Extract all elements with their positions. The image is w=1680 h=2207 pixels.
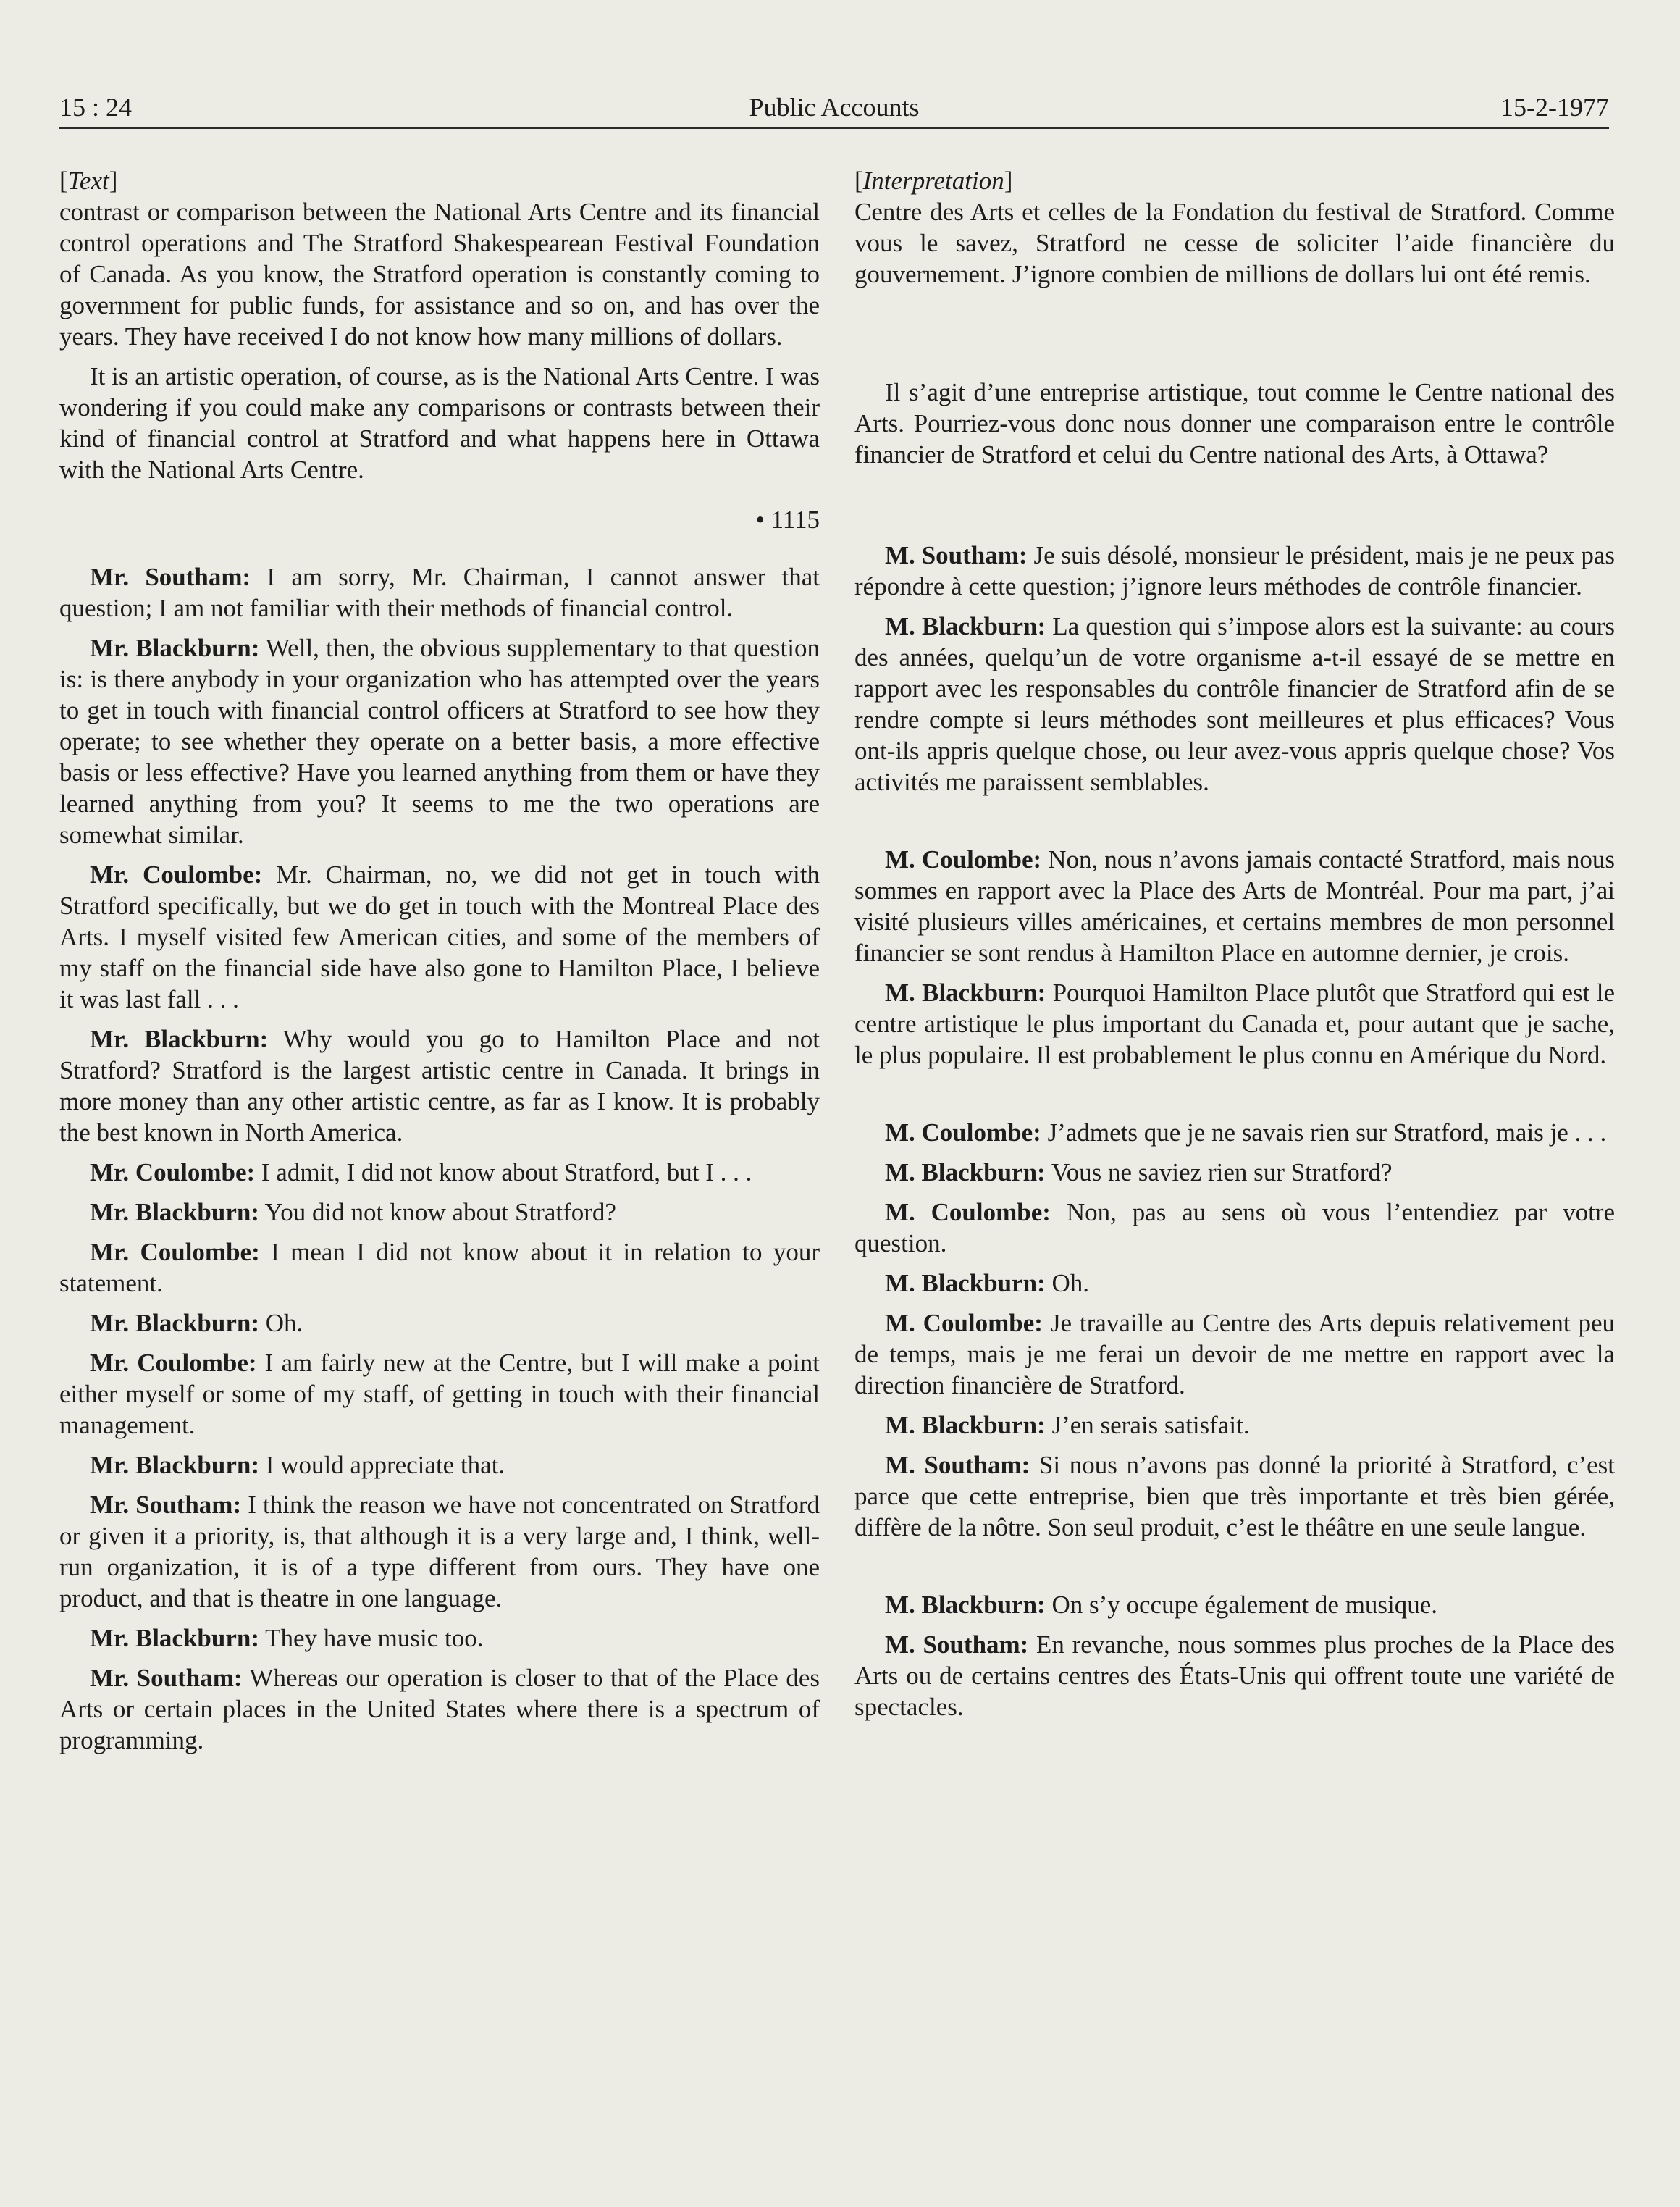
speech: Mr. Coulombe: I mean I did not know about it in relation to your statement. bbox=[59, 1238, 820, 1297]
speech: Mr. Blackburn: They have music too. bbox=[90, 1624, 484, 1652]
english-column bbox=[59, 165, 820, 1764]
speech: M. Coulombe: Je travaille au Centre des Arts depuis relativement peu de temps, mais je me ferai un devoir de me mettre en rapport avec la direction financière de Stratford. bbox=[854, 1309, 1616, 1399]
speaker-name: Mr. Blackburn: bbox=[90, 1309, 260, 1337]
speaker-name: M. Blackburn: bbox=[885, 1411, 1046, 1439]
speech: Mr. Southam: Whereas our operation is closer to that of the Place des Arts or certain places in the United States where there is a spectrum of programming. bbox=[59, 1664, 820, 1754]
speaker-name: M. Blackburn: bbox=[885, 1158, 1046, 1186]
speaker-name: M. Blackburn: bbox=[885, 612, 1046, 640]
speech: M. Coulombe: Non, nous n’avons jamais contacté Stratford, mais nous sommes en rapport avec la Place des Arts de Montréal. Pour ma part, j’ai visité plusieurs villes américaines, et certains membres de mon personnel financier se sont rendus à Hamilton Place en automne dernier, je crois. bbox=[854, 845, 1616, 967]
header-date: 15-2-1977 bbox=[1500, 93, 1609, 122]
speaker-name: M. Southam: bbox=[885, 1630, 1029, 1659]
speech: Mr. Southam: I think the reason we have not concentrated on Stratford or given it a priority, is, that although it is a very large and, I think, well-run organization, it is of a type different from ours. They have one product, and that is theatre in one language. bbox=[59, 1491, 820, 1612]
paragraph: Centre des Arts et celles de la Fondation du festival de Stratford. Comme vous le savez, Stratford ne cesse de soliciter l’aide financière du gouvernement. J’ignore combien de millions de dollars lui ont été remis. bbox=[854, 198, 1615, 288]
speech: M. Southam: En revanche, nous sommes plus proches de la Place des Arts ou de certains centres des États-Unis qui offrent toute une variété de spectacles. bbox=[854, 1630, 1615, 1721]
speaker-name: M. Blackburn: bbox=[885, 1269, 1046, 1297]
speaker-name: Mr. Southam: bbox=[90, 1664, 243, 1692]
text-tag: [Text] bbox=[59, 167, 118, 195]
speech: Mr. Coulombe: Mr. Chairman, no, we did not get in touch with Stratford specifically, but we do get in touch with the Montreal Place des Arts. I myself visited few American cities, and some of the members of my staff on the financial side have also gone to Hamilton Place, I believe it was last fall . . . bbox=[59, 860, 820, 1013]
interpretation-tag: [Interpretation] bbox=[854, 167, 1013, 195]
speech: M. Blackburn: La question qui s’impose alors est la suivante: au cours des années, quelqu’un de votre organisme a-t-il essayé de se mettre en rapport avec les responsables du contrôle financier de Stratford afin de se rendre compte si leurs méthodes sont meilleures et plus efficaces? Vous ont-ils appris quelque chose, ou leur avez-vous appris quelque chose? Vos activités me paraissent semblables. bbox=[854, 612, 1615, 796]
running-header bbox=[59, 87, 1609, 127]
speech: Mr. Blackburn: You did not know about Stratford? bbox=[90, 1198, 616, 1226]
speaker-name: Mr. Southam: bbox=[90, 563, 251, 591]
speech: M. Coulombe: J’admets que je ne savais rien sur Stratford, mais je . . . bbox=[885, 1118, 1607, 1147]
speech: M. Blackburn: Vous ne saviez rien sur Stratford? bbox=[885, 1158, 1393, 1186]
speech: M. Southam: Je suis désolé, monsieur le président, mais je ne peux pas répondre à cette question; j’ignore leurs méthodes de contrôle financier. bbox=[854, 541, 1615, 600]
speech: M. Blackburn: Oh. bbox=[885, 1269, 1089, 1297]
time-marker: • 1115 bbox=[755, 506, 820, 534]
speech: Mr. Blackburn: I would appreciate that. bbox=[90, 1451, 505, 1479]
speaker-name: Mr. Coulombe: bbox=[90, 1158, 256, 1186]
speaker-name: Mr. Coulombe: bbox=[90, 1238, 260, 1266]
speaker-name: M. Southam: bbox=[885, 541, 1028, 569]
speaker-name: M. Coulombe: bbox=[885, 845, 1042, 874]
speaker-name: M. Coulombe: bbox=[885, 1198, 1051, 1226]
page-number: 15 : 24 bbox=[59, 93, 133, 122]
speech: M. Blackburn: On s’y occupe également de musique. bbox=[885, 1591, 1438, 1619]
speech: M. Southam: Si nous n’avons pas donné la priorité à Stratford, c’est parce que cette entreprise, bien que très importante et très bien gérée, diffère de la nôtre. Son seul produit, c’est le théâtre en une seule langue. bbox=[854, 1451, 1616, 1541]
speaker-name: M. Blackburn: bbox=[885, 979, 1046, 1007]
speaker-name: Mr. Blackburn: bbox=[90, 1451, 260, 1479]
speech: Mr. Blackburn: Oh. bbox=[90, 1309, 303, 1337]
speaker-name: Mr. Blackburn: bbox=[90, 1025, 269, 1053]
header-rule bbox=[59, 127, 1609, 129]
speaker-name: M. Coulombe: bbox=[885, 1118, 1041, 1147]
french-column bbox=[854, 165, 1615, 1731]
paragraph: It is an artistic operation, of course, as is the National Arts Centre. I was wondering if you could make any comparisons or contrasts between their kind of financial control at Stratford and what happens here in Ottawa with the National Arts Centre. bbox=[59, 362, 820, 484]
paragraph: contrast or comparison between the National Arts Centre and its financial control operations and The Stratford Shakespearean Festival Foundation of Canada. As you know, the Stratford operation is constantly coming to government for public funds, for assistance and so on, and has over the years. They have received I do not know how many millions of dollars. bbox=[59, 198, 820, 351]
speaker-name: M. Coulombe: bbox=[885, 1309, 1043, 1337]
publication-title: Public Accounts bbox=[749, 93, 920, 122]
speaker-name: Mr. Blackburn: bbox=[90, 1624, 260, 1652]
speaker-name: Mr. Blackburn: bbox=[90, 1198, 260, 1226]
paragraph: Il s’agit d’une entreprise artistique, tout comme le Centre national des Arts. Pourriez-vous donc nous donner une comparaison entre le contrôle financier de Stratford et celui du Centre national des Arts, à Ottawa? bbox=[854, 378, 1615, 469]
speech: Mr. Blackburn: Well, then, the obvious supplementary to that question is: is there anybody in your organization who has attempted over the years to get in touch with financial control officers at Stratford to see how they operate; to see whether they operate on a better basis, a more effective basis or less effective? Have you learned anything from them or have they learned anything from you? It seems to me the two operations are somewhat similar. bbox=[59, 634, 820, 849]
speaker-name: Mr. Southam: bbox=[90, 1491, 242, 1519]
speaker-name: Mr. Coulombe: bbox=[90, 860, 263, 889]
speech: M. Blackburn: Pourquoi Hamilton Place plutôt que Stratford qui est le centre artistique le plus important du Canada et, pour autant que je sache, le plus populaire. Il est probablement le plus connu en Amérique du Nord. bbox=[854, 979, 1615, 1069]
speaker-name: M. Blackburn: bbox=[885, 1591, 1046, 1619]
speech: Mr. Coulombe: I admit, I did not know about Stratford, but I . . . bbox=[90, 1158, 752, 1186]
speech: Mr. Blackburn: Why would you go to Hamilton Place and not Stratford? Stratford is the largest artistic centre in Canada. It brings in more money than any other artistic centre, as far as I know. It is probably the best known in North America. bbox=[59, 1025, 820, 1147]
speech: Mr. Coulombe: I am fairly new at the Centre, but I will make a point either myself or some of my staff, of getting in touch with their financial management. bbox=[59, 1349, 820, 1439]
speech: Mr. Southam: I am sorry, Mr. Chairman, I cannot answer that question; I am not familiar with their methods of financial control. bbox=[59, 563, 820, 622]
speaker-name: M. Southam: bbox=[885, 1451, 1030, 1479]
speech: M. Coulombe: Non, pas au sens où vous l’entendiez par votre question. bbox=[854, 1198, 1615, 1257]
speech: M. Blackburn: J’en serais satisfait. bbox=[885, 1411, 1250, 1439]
speaker-name: Mr. Blackburn: bbox=[90, 634, 260, 662]
speaker-name: Mr. Coulombe: bbox=[90, 1349, 257, 1377]
